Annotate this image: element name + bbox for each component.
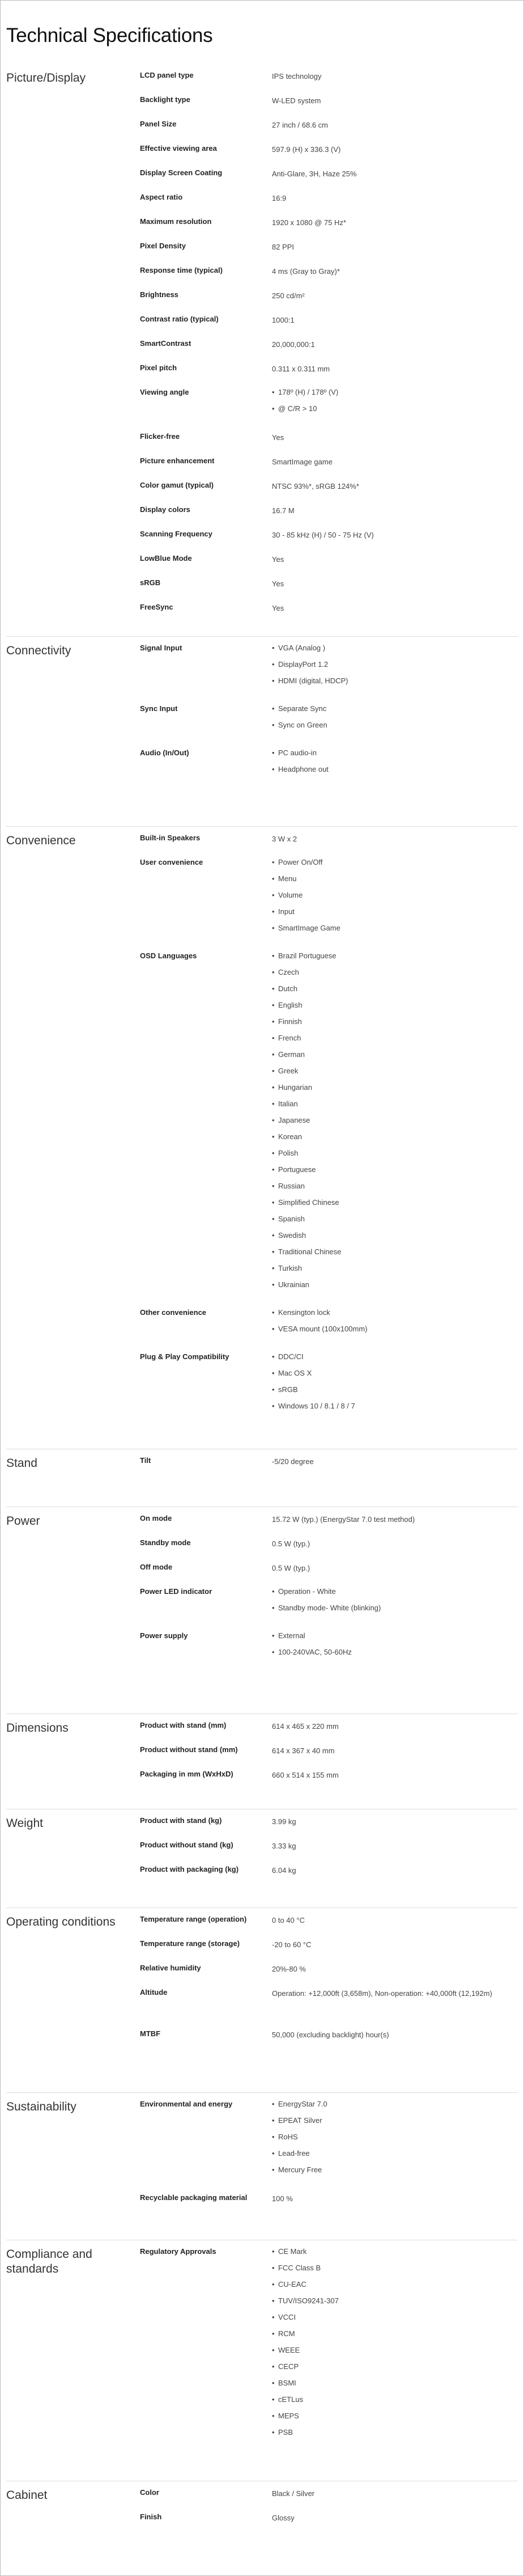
spec-row bbox=[140, 1770, 518, 1794]
spec-label: Built-in Speakers bbox=[140, 834, 201, 842]
spec-label: Recyclable packaging material bbox=[140, 2193, 248, 2202]
spec-value: 250 cd/m² bbox=[272, 291, 305, 300]
spec-label: Scanning Frequency bbox=[140, 530, 212, 538]
spec-label: Product without stand (mm) bbox=[140, 1745, 238, 1754]
section-title: Power bbox=[6, 1515, 40, 1528]
spec-row bbox=[140, 1587, 518, 1631]
spec-label: Product with stand (kg) bbox=[140, 1816, 222, 1825]
spec-row bbox=[140, 120, 518, 144]
spec-value-item: • Sync on Green bbox=[272, 721, 518, 737]
spec-row bbox=[140, 603, 518, 627]
spec-value-item: • Power On/Off bbox=[272, 858, 518, 874]
spec-value: 0.311 x 0.311 mm bbox=[272, 365, 330, 373]
spec-value-list bbox=[272, 388, 518, 432]
spec-label: Effective viewing area bbox=[140, 144, 217, 153]
section-title: Convenience bbox=[6, 834, 76, 847]
spec-value-item: • English bbox=[272, 1001, 518, 1017]
spec-label: Maximum resolution bbox=[140, 217, 212, 226]
spec-row bbox=[140, 266, 518, 290]
section-body bbox=[140, 1721, 518, 1809]
spec-row bbox=[140, 290, 518, 315]
spec-row bbox=[140, 1816, 518, 1841]
spec-row bbox=[140, 95, 518, 120]
spec-row bbox=[140, 1939, 518, 1964]
section-power bbox=[6, 1507, 518, 1714]
section-title: Sustainability bbox=[6, 2100, 76, 2113]
spec-value-item: • Volume bbox=[272, 891, 518, 907]
spec-value: 4 ms (Gray to Gray)* bbox=[272, 267, 340, 276]
spec-row bbox=[140, 1721, 518, 1745]
spec-value: Yes bbox=[272, 580, 284, 588]
section-sustainability bbox=[6, 2093, 518, 2240]
spec-label: Relative humidity bbox=[140, 1964, 201, 1972]
spec-value-item: • BSMI bbox=[272, 2379, 518, 2395]
spec-row bbox=[140, 748, 518, 793]
section-body bbox=[140, 644, 518, 826]
spec-label: Pixel pitch bbox=[140, 363, 177, 372]
spec-value: 82 PPI bbox=[272, 243, 295, 251]
spec-value: 3 W x 2 bbox=[272, 835, 297, 843]
spec-value-item: • FCC Class B bbox=[272, 2264, 518, 2280]
spec-value-item: • Swedish bbox=[272, 1231, 518, 1247]
spec-label: Flicker-free bbox=[140, 432, 180, 441]
spec-value: -20 to 60 °C bbox=[272, 1940, 312, 1949]
spec-label: Brightness bbox=[140, 290, 178, 299]
spec-value-list bbox=[272, 951, 518, 1308]
spec-row bbox=[140, 951, 518, 1308]
spec-label: Display Screen Coating bbox=[140, 168, 223, 177]
spec-value-item: • Czech bbox=[272, 968, 518, 984]
spec-value-list bbox=[272, 858, 518, 951]
page-title: Technical Specifications bbox=[6, 24, 213, 46]
spec-value: 0.5 W (typ.) bbox=[272, 1539, 310, 1548]
spec-value: 100 % bbox=[272, 2194, 293, 2203]
spec-row bbox=[140, 1745, 518, 1770]
spec-value-item: • MEPS bbox=[272, 2412, 518, 2428]
spec-value-item: • Korean bbox=[272, 1132, 518, 1149]
spec-value-item: • Brazil Portuguese bbox=[272, 951, 518, 968]
spec-row bbox=[140, 704, 518, 748]
spec-label: Temperature range (operation) bbox=[140, 1915, 247, 1923]
section-connectivity bbox=[6, 637, 518, 827]
spec-value-list bbox=[272, 1308, 518, 1352]
spec-value-item: • EPEAT Silver bbox=[272, 2116, 518, 2133]
spec-label: User convenience bbox=[140, 858, 203, 866]
spec-value: 20%-80 % bbox=[272, 1965, 306, 1973]
spec-value-item: • RCM bbox=[272, 2329, 518, 2346]
spec-value: 6.04 kg bbox=[272, 1866, 296, 1875]
spec-value-item: • VCCI bbox=[272, 2313, 518, 2329]
spec-row bbox=[140, 554, 518, 578]
spec-label: Picture enhancement bbox=[140, 456, 215, 465]
spec-value-item: • 178º (H) / 178º (V) bbox=[272, 388, 518, 404]
spec-value-item: • CU-EAC bbox=[272, 2280, 518, 2296]
spec-value-item: • Dutch bbox=[272, 984, 518, 1001]
spec-value-item: • French bbox=[272, 1034, 518, 1050]
section-body bbox=[140, 71, 518, 636]
spec-value-item: • Russian bbox=[272, 1182, 518, 1198]
spec-row bbox=[140, 242, 518, 266]
spec-value-item: • 100-240VAC, 50-60Hz bbox=[272, 1648, 518, 1664]
section-title: Dimensions bbox=[6, 1721, 69, 1735]
spec-value: 660 x 514 x 155 mm bbox=[272, 1771, 339, 1779]
spec-label: LCD panel type bbox=[140, 71, 194, 79]
spec-label: Product without stand (kg) bbox=[140, 1841, 233, 1849]
spec-label: Pixel Density bbox=[140, 242, 186, 250]
spec-label: Tilt bbox=[140, 1456, 151, 1465]
spec-label: Contrast ratio (typical) bbox=[140, 315, 219, 323]
section-title: Weight bbox=[6, 1817, 43, 1830]
spec-row bbox=[140, 2100, 518, 2193]
spec-row bbox=[140, 505, 518, 530]
spec-label: Color bbox=[140, 2488, 159, 2497]
spec-value: Operation: +12,000ft (3,658m), Non-operation: +40,000ft (12,192m) bbox=[272, 1989, 492, 1998]
spec-value-item: • @ C/R > 10 bbox=[272, 404, 518, 421]
spec-value-item: • Input bbox=[272, 907, 518, 924]
spec-value: 597.9 (H) x 336.3 (V) bbox=[272, 145, 341, 154]
spec-label: Signal Input bbox=[140, 644, 182, 652]
spec-row bbox=[140, 315, 518, 339]
spec-value: 20,000,000:1 bbox=[272, 340, 315, 349]
spec-value-item: • CECP bbox=[272, 2362, 518, 2379]
spec-value-item: • Mac OS X bbox=[272, 1369, 518, 1385]
spec-label: Sync Input bbox=[140, 704, 178, 713]
spec-label: Standby mode bbox=[140, 1538, 191, 1547]
spec-row bbox=[140, 1964, 518, 1988]
spec-value-list bbox=[272, 1587, 518, 1631]
section-body bbox=[140, 1816, 518, 1907]
spec-label: Temperature range (storage) bbox=[140, 1939, 240, 1948]
spec-value: NTSC 93%*, sRGB 124%* bbox=[272, 482, 359, 490]
spec-value-item: • Italian bbox=[272, 1099, 518, 1116]
spec-label: Finish bbox=[140, 2512, 162, 2521]
spec-value: 3.33 kg bbox=[272, 1842, 296, 1850]
spec-value-item: • EnergyStar 7.0 bbox=[272, 2100, 518, 2116]
spec-value-list bbox=[272, 2100, 518, 2193]
spec-value-item: • Ukrainian bbox=[272, 1280, 518, 1297]
spec-row bbox=[140, 1352, 518, 1429]
section-compliance bbox=[6, 2240, 518, 2481]
spec-value: IPS technology bbox=[272, 72, 322, 81]
section-dimensions bbox=[6, 1714, 518, 1809]
spec-value-item: • Greek bbox=[272, 1067, 518, 1083]
spec-value-item: • Polish bbox=[272, 1149, 518, 1165]
spec-row bbox=[140, 1308, 518, 1352]
section-picture-display bbox=[6, 64, 518, 637]
spec-label: Audio (In/Out) bbox=[140, 748, 189, 757]
spec-value: Yes bbox=[272, 555, 284, 564]
spec-value-item: • sRGB bbox=[272, 1385, 518, 1402]
spec-label: Power LED indicator bbox=[140, 1587, 212, 1596]
spec-row bbox=[140, 481, 518, 505]
spec-value-list bbox=[272, 1631, 518, 1676]
spec-value-item: • RoHS bbox=[272, 2133, 518, 2149]
spec-value: 0 to 40 °C bbox=[272, 1916, 305, 1924]
spec-label: Display colors bbox=[140, 505, 190, 514]
spec-row bbox=[140, 1865, 518, 1889]
section-body bbox=[140, 2100, 518, 2240]
spec-row bbox=[140, 144, 518, 168]
spec-value: 27 inch / 68.6 cm bbox=[272, 121, 328, 129]
spec-row bbox=[140, 71, 518, 95]
spec-row bbox=[140, 217, 518, 242]
spec-value-item: • Kensington lock bbox=[272, 1308, 518, 1325]
spec-row bbox=[140, 2193, 518, 2218]
spec-row bbox=[140, 168, 518, 193]
spec-label: Packaging in mm (WxHxD) bbox=[140, 1770, 233, 1778]
spec-value-item: • DisplayPort 1.2 bbox=[272, 660, 518, 676]
spec-value-item: • Traditional Chinese bbox=[272, 1247, 518, 1264]
spec-label: MTBF bbox=[140, 2029, 161, 2038]
spec-value-item: • Separate Sync bbox=[272, 704, 518, 721]
spec-label: Aspect ratio bbox=[140, 193, 183, 201]
spec-label: FreeSync bbox=[140, 603, 173, 611]
spec-row bbox=[140, 644, 518, 704]
section-title: Compliance and standards bbox=[6, 2248, 92, 2276]
spec-value-list bbox=[272, 644, 518, 704]
spec-label: Power supply bbox=[140, 1631, 188, 1640]
spec-value: -5/20 degree bbox=[272, 1457, 314, 1466]
spec-value-item: • TUV/ISO9241-307 bbox=[272, 2296, 518, 2313]
spec-value: Black / Silver bbox=[272, 2489, 315, 2498]
spec-value-item: • Menu bbox=[272, 874, 518, 891]
spec-value-item: • VGA (Analog ) bbox=[272, 644, 518, 660]
spec-row bbox=[140, 193, 518, 217]
spec-value-item: • PSB bbox=[272, 2428, 518, 2444]
spec-value: 15.72 W (typ.) (EnergyStar 7.0 test method) bbox=[272, 1515, 415, 1524]
spec-label: Other convenience bbox=[140, 1308, 207, 1317]
spec-label: Environmental and energy bbox=[140, 2100, 233, 2108]
spec-label: On mode bbox=[140, 1514, 172, 1522]
spec-value: 0.5 W (typ.) bbox=[272, 1564, 310, 1572]
spec-label: Plug & Play Compatibility bbox=[140, 1352, 229, 1361]
section-title: Connectivity bbox=[6, 644, 71, 657]
section-title: Stand bbox=[6, 1457, 37, 1470]
spec-value-item: • PC audio-in bbox=[272, 748, 518, 765]
spec-value: 16.7 M bbox=[272, 506, 295, 515]
spec-value-list bbox=[272, 704, 518, 748]
spec-value: 614 x 465 x 220 mm bbox=[272, 1722, 339, 1731]
section-title: Picture/Display bbox=[6, 71, 86, 84]
spec-value: Yes bbox=[272, 433, 284, 442]
spec-value: 30 - 85 kHz (H) / 50 - 75 Hz (V) bbox=[272, 531, 374, 539]
spec-label: Viewing angle bbox=[140, 388, 189, 396]
spec-row bbox=[140, 530, 518, 554]
spec-label: Altitude bbox=[140, 1988, 168, 1996]
spec-row bbox=[140, 2488, 518, 2512]
spec-label: LowBlue Mode bbox=[140, 554, 192, 562]
spec-value: SmartImage game bbox=[272, 458, 333, 466]
spec-row bbox=[140, 2247, 518, 2456]
spec-value-item: • External bbox=[272, 1631, 518, 1648]
spec-value-item: • Standby mode- White (blinking) bbox=[272, 1604, 518, 1620]
spec-value: W-LED system bbox=[272, 96, 321, 105]
section-body bbox=[140, 1514, 518, 1714]
spec-value: 1000:1 bbox=[272, 316, 295, 324]
spec-row bbox=[140, 2512, 518, 2537]
spec-value-list bbox=[272, 748, 518, 793]
section-cabinet bbox=[6, 2481, 518, 2576]
spec-label: Panel Size bbox=[140, 120, 177, 128]
spec-row bbox=[140, 578, 518, 603]
section-operating-conditions bbox=[6, 1908, 518, 2093]
spec-row bbox=[140, 1563, 518, 1587]
spec-label: Response time (typical) bbox=[140, 266, 223, 274]
spec-value: Glossy bbox=[272, 2514, 295, 2522]
section-title: Cabinet bbox=[6, 2489, 48, 2502]
section-body bbox=[140, 1915, 518, 2092]
spec-value-item: • German bbox=[272, 1050, 518, 1067]
spec-value: 16:9 bbox=[272, 194, 287, 202]
spec-value-item: • HDMI (digital, HDCP) bbox=[272, 676, 518, 693]
spec-row bbox=[140, 1915, 518, 1939]
spec-label: Backlight type bbox=[140, 95, 190, 104]
spec-row bbox=[140, 339, 518, 363]
spec-value-item: • DDC/CI bbox=[272, 1352, 518, 1369]
section-body bbox=[140, 834, 518, 1449]
spec-value-list bbox=[272, 1352, 518, 1429]
section-title: Operating conditions bbox=[6, 1915, 116, 1928]
spec-value-item: • Windows 10 / 8.1 / 8 / 7 bbox=[272, 1402, 518, 1418]
spec-value-item: • Japanese bbox=[272, 1116, 518, 1132]
spec-value: 3.99 kg bbox=[272, 1817, 296, 1826]
section-convenience bbox=[6, 827, 518, 1449]
spec-value-item: • Turkish bbox=[272, 1264, 518, 1280]
spec-value-item: • Lead-free bbox=[272, 2149, 518, 2165]
spec-row bbox=[140, 1988, 518, 2029]
spec-value-item: • CE Mark bbox=[272, 2247, 518, 2264]
section-stand bbox=[6, 1449, 518, 1507]
spec-label: Product with packaging (kg) bbox=[140, 1865, 239, 1873]
section-weight bbox=[6, 1809, 518, 1908]
spec-value-item: • SmartImage Game bbox=[272, 924, 518, 940]
spec-value-item: • VESA mount (100x100mm) bbox=[272, 1325, 518, 1341]
spec-value-item: • Simplified Chinese bbox=[272, 1198, 518, 1215]
spec-value-item: • Hungarian bbox=[272, 1083, 518, 1099]
spec-label: SmartContrast bbox=[140, 339, 191, 348]
spec-row bbox=[140, 456, 518, 481]
section-body bbox=[140, 2247, 518, 2481]
spec-value: 1920 x 1080 @ 75 Hz* bbox=[272, 218, 347, 227]
spec-label: sRGB bbox=[140, 578, 161, 587]
spec-value-list bbox=[272, 2247, 518, 2456]
spec-value-item: • Operation - White bbox=[272, 1587, 518, 1604]
spec-value-item: • Spanish bbox=[272, 1215, 518, 1231]
section-body bbox=[140, 2488, 518, 2576]
spec-label: OSD Languages bbox=[140, 951, 197, 960]
spec-value-item: • cETLus bbox=[272, 2395, 518, 2412]
spec-row bbox=[140, 1841, 518, 1865]
section-body bbox=[140, 1456, 518, 1507]
spec-value-item: • Headphone out bbox=[272, 765, 518, 781]
spec-value-item: • Mercury Free bbox=[272, 2165, 518, 2182]
spec-row bbox=[140, 1631, 518, 1676]
spec-value: Anti-Glare, 3H, Haze 25% bbox=[272, 170, 357, 178]
spec-label: Color gamut (typical) bbox=[140, 481, 214, 489]
spec-row bbox=[140, 1514, 518, 1538]
spec-row bbox=[140, 432, 518, 456]
spec-value: 614 x 367 x 40 mm bbox=[272, 1746, 335, 1755]
spec-value-item: • Finnish bbox=[272, 1017, 518, 1034]
spec-row bbox=[140, 858, 518, 951]
spec-value: Yes bbox=[272, 604, 284, 612]
spec-value-item: • Portuguese bbox=[272, 1165, 518, 1182]
spec-value-item: • WEEE bbox=[272, 2346, 518, 2362]
spec-row bbox=[140, 1538, 518, 1563]
spec-row bbox=[140, 834, 518, 858]
spec-row bbox=[140, 1456, 518, 1481]
spec-label: Product with stand (mm) bbox=[140, 1721, 227, 1729]
spec-row bbox=[140, 363, 518, 388]
spec-label: Off mode bbox=[140, 1563, 173, 1571]
spec-row bbox=[140, 388, 518, 432]
spec-row bbox=[140, 2029, 518, 2054]
spec-value: 50,000 (excluding backlight) hour(s) bbox=[272, 2031, 389, 2039]
spec-label: Regulatory Approvals bbox=[140, 2247, 216, 2256]
spec-sections bbox=[1, 64, 523, 2576]
